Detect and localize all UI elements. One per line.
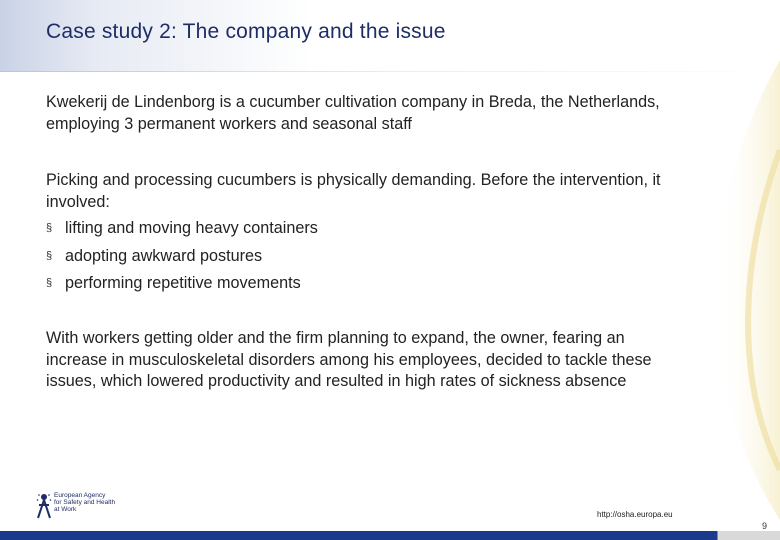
agency-emblem-icon: [36, 492, 52, 520]
bullet-icon: §: [46, 249, 53, 262]
closing-paragraph: With workers getting older and the firm planning to expand, the owner, fearing an increase in musculoskeletal disorders among his employees, decided to tackle these issues, which lowered productivity and resulted in high rates of sickness absence: [46, 329, 652, 390]
lead-paragraph: Picking and processing cucumbers is physically demanding. Before the intervention, it involved:: [46, 171, 661, 211]
eu-osha-logo: [36, 492, 146, 522]
page-title: Case study 2: The company and the issue: [46, 20, 446, 43]
bullet-icon: §: [46, 277, 53, 289]
bullet-icon: §: [46, 222, 53, 234]
logo-text: European Agency for Safety and Health at Work: [54, 492, 116, 514]
list-item: [46, 218, 318, 246]
bullet-text: lifting and moving heavy containers: [65, 219, 318, 237]
osha-website-link[interactable]: http://osha.europa.eu: [597, 510, 673, 519]
list-item: [46, 273, 318, 301]
bullet-list: [46, 218, 318, 301]
intro-paragraph: Kwekerij de Lindenborg is a cucumber cultivation company in Breda, the Netherlands, employing 3 permanent workers and seasonal staff: [46, 93, 660, 133]
footer-bar: [0, 531, 780, 540]
list-item: [46, 246, 318, 274]
bullet-text: performing repetitive movements: [65, 274, 301, 292]
bullet-text: adopting awkward postures: [65, 246, 263, 265]
page-number: 9: [762, 521, 768, 531]
